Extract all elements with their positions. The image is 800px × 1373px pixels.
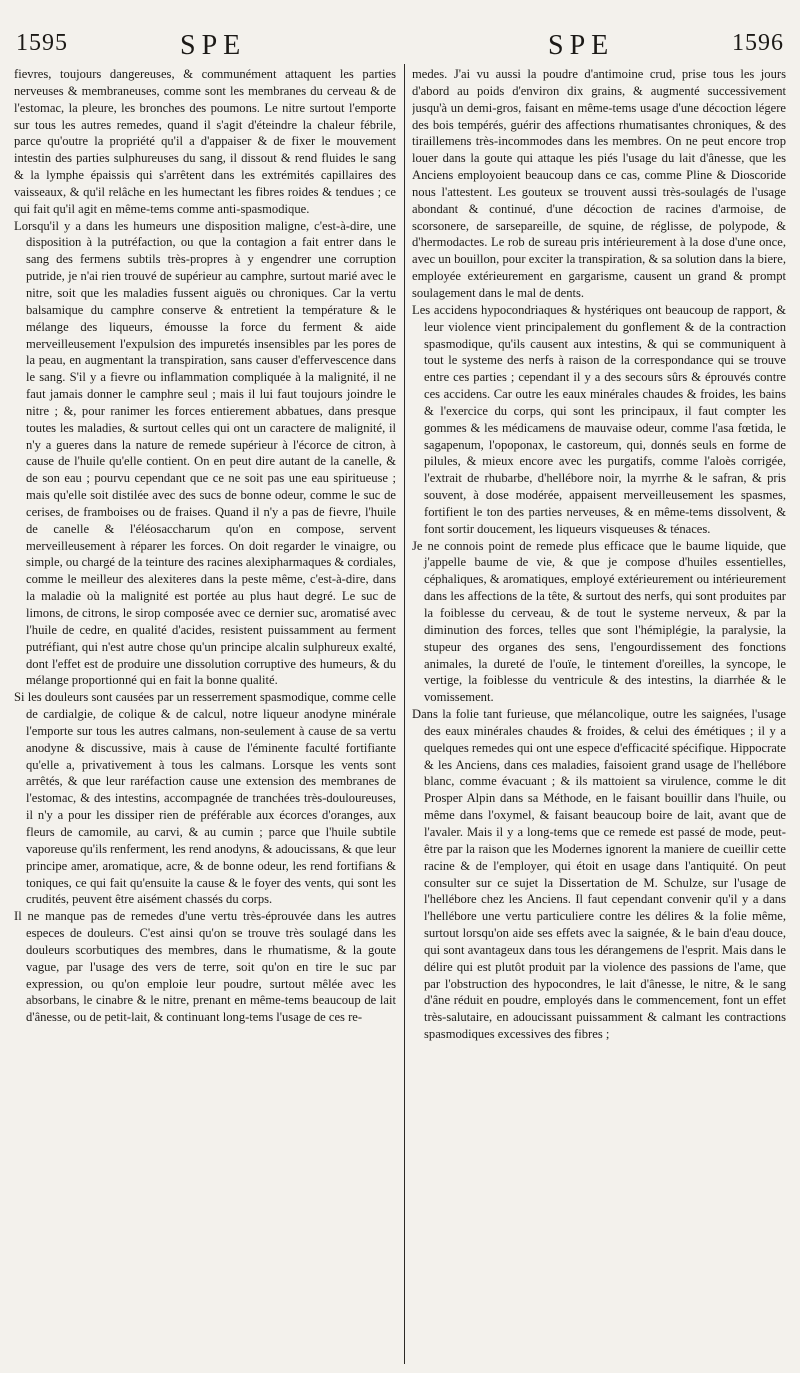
right-page-number: 1596 bbox=[732, 30, 784, 56]
paragraph: Dans la folie tant furieuse, que mélancolique, outre les saignées, l'usage des eaux minérales chaudes & froides, & celui des émétiques ; il y a quelques remedes qui ont une espece d'efficacité spécifique. Hippocrate & les Anciens, dans ces maladies, faisoient grand usage de l'hellébore blanc, comme évacuant ; & ils mattoient sa virulence, comme le dit Prosper Alpin dans sa Méthode, en le faisant bouillir dans l'huile, ou même dans l'oxymel, & faisant beaucoup boire de lait, avant que de l'avaler. Mais il y a long-tems que ce remede est passé de mode, peut-être par la raison que les Modernes ignorent la maniere de cueillir cette racine & de l'employer, qui étoit en usage dans l'antiquité. On peut consulter sur ce sujet la Dissertation de M. Schulze, sur l'usage de l'hellébore chez les Anciens. Il faut cependant convenir qu'il y a dans l'hellébore une vertu particuliere contre les délires & la folie même, surtout lorsqu'on aide ses effets avec la saignée, & le bain d'eau douce, qui sont avantageux dans tous les dérangemens de l'esprit. Mais dans le délire qui est plutôt produit par la violence des passions de l'ame, que par l'obstruction des hypocondres, le lait d'ânesse, le nitre, & le sang d'âne réduit en poudre, employés dans le commencement, font un effet très-salutaire, en adoucissant puissamment & calmant les contractions spasmodiques excessives des fibres ; bbox=[412, 707, 786, 1042]
paragraph: Il ne manque pas de remedes d'une vertu très-éprouvée dans les autres especes de douleurs. C'est ainsi qu'on se trouve très soulagé dans les douleurs scorbutiques des membres, dans le rhumatisme, & la goute vague, par l'usage des vers de terre, soit qu'on en tire le suc par expression, ou qu'on emploie leur poudre, surtout mêlée avec les absorbans, le cinabre & le nitre, prenant en même-tems beaucoup de lait d'ânesse, ou de petit-lait, & continuant long-tems l'usage de ces re- bbox=[14, 909, 396, 1025]
paragraph: medes. J'ai vu aussi la poudre d'antimoine crud, prise tous les jours d'abord au poids d'environ dix grains, & augmenté successivement jusqu'à un demi-gros, faisant en même-tems usage d'une décoction légere des bois tempérés, guérir des affections rhumatisantes chroniques, & des tiraillemens très-incommodes dans les membres. On ne peut encore trop louer dans la goute qui attaque les piés l'usage du lait d'ânesse, que les Anciens employoient beaucoup dans ce cas, comme Pline & Dioscoride nous l'attestent. Les gouteux se trouvent aussi très-soulagés de l'usage abondant & continué, d'une décoction de racines d'armoise, de scorsonere, de sarsepareille, de squine, de réglisse, de polypode, & d'hermodactes. Le rob de sureau pris intérieurement à la dose d'une once, avec un bouillon, pour exciter la transpiration, & sa solution dans la biere, employée extérieurement en gargarisme, causent un grand & prompt soulagement dans le mal de dents. bbox=[412, 67, 786, 300]
paragraph: fievres, toujours dangereuses, & communément attaquent les parties nerveuses & membraneuses, comme sont les membranes du cerveau & de l'estomac, la pleure, les bronches des poumons. Le nitre surtout l'emporte sur tous les autres remedes, quand il s'agit d'éteindre la chaleur fébrile, parce qu'outre la propriété qu'il a d'appaiser & de fixer le mouvement intestin des parties sulphureuses du sang, il dissout & rend fluides le sang & la lymphe épaissis qui s'arrêtent dans les extrémités capillaires des vaisseaux, & qu'il relâche en les humectant les fibres roides & tendues ; ce qui fait qu'il agit en même-tems comme anti-spasmodique. bbox=[14, 67, 396, 216]
left-page-number: 1595 bbox=[16, 30, 68, 56]
left-running-head: SPE bbox=[180, 30, 247, 61]
left-column bbox=[14, 66, 396, 1366]
right-column bbox=[412, 66, 786, 1366]
paragraph: Les accidens hypocondriaques & hystériques ont beaucoup de rapport, & leur violence vient principalement du gonflement & de la contraction spasmodique, qu'ils causent aux intestins, & qui se communiquent à tout le systeme des nerfs à raison de la correspondance qui se trouve entre ces parties ; cependant il y a des secours sûrs & éprouvés contre ces accidens. Car outre les eaux minérales chaudes & froides, les bains & l'exercice du corps, qui sont les principaux, il faut compter les gommes & les médicamens de mauvaise odeur, comme l'asa fœtida, le sagapenum, l'opoponax, le castoreum, qui, donnés seuls en forme de pilules, & mieux encore avec les purgatifs, comme l'aloès corrigée, l'extrait de rhubarbe, d'hellébore noir, la myrrhe & le safran, & pris souvent, à dose modérée, appaisent merveilleusement les spasmes, fortifient le ton des parties nerveuses, & en même-tems dissolvent, & font sortir doucement, les liqueurs visqueuses & ténaces. bbox=[412, 302, 786, 536]
paragraph: Lorsqu'il y a dans les humeurs une disposition maligne, c'est-à-dire, une disposition à la putréfaction, ou que la contagion a fait entrer dans le sang des fermens subtils très-propres à y engendrer une corruption putride, je n'ai rien trouvé de supérieur au camphre, surtout marié avec le nitre, soit que les maladies fussent aiguës ou chroniques. Car la vertu balsamique du camphre conserve & entretient la température & le mélange des liqueurs, émousse la force du ferment & aide merveilleusement l'expulsion des impuretés insensibles par les pores de la peau, en augmentant la transpiration, sans causer d'effervescence dans le sang. S'il y a fievre ou inflammation compliquée à la malignité, il ne faut jamais donner le camphre seul ; mais il lui faut toujours joindre le nitre ; &, pour ranimer les forces entierement abbatues, dans presque toutes les maladies, & surtout celles qui ont un caractere de malignité, il n'y a gueres dans la nature de remede supérieur à l'écorce de citron, à cause de l'huile qu'elle contient. On en peut dire autant de la canelle, & de son eau ; pourvu cependant que ce ne soit pas une eau spiritueuse ; mais qu'elle soit distilée avec des sucs de bonne odeur, comme le suc de cerises, de framboises ou de fraises. Quand il n'y a pas de fievre, l'huile de canelle & l'éléosaccharum qu'on en compose, servent merveilleusement à réparer les forces. On doit regarder le vinaigre, ou simple, ou chargé de la teinture des racines alexipharmaques & cordiales, comme le meilleur des alexiteres dans la peste même, c'est-à-dire, dans la maladie où la malignité est portée au plus haut degré. Le suc de limons, de citrons, le sirop composée avec ce dernier suc, aromatisé avec l'huile de cedre, en qualité d'acides, resistent puissamment au ferment putréfiant, qui n'est autre chose qu'un principe alcalin sulphureux exalté, dont l'effet est de produire une dissolution corruptive des humeurs, & du mélange proportionné qui en fait la bonne qualité. bbox=[14, 218, 396, 688]
column-divider bbox=[404, 64, 405, 1364]
right-running-head: SPE bbox=[548, 30, 615, 61]
paragraph: Je ne connois point de remede plus efficace que le baume liquide, que j'appelle baume de vie, & que je compose d'huiles essentielles, céphaliques, & aromatiques, employé extérieurement ou intérieurement dans les affections de la tête, & surtout des nerfs, qui sont produites par la foiblesse du cerveau, & de tout le systeme nerveux, & par la diminution des forces, telles que sont l'hémiplégie, la paralysie, la stupeur des organes des sens, l'engourdissement des fonctions animales, la dureté de l'ouïe, le tintement d'oreilles, la syncope, le vertige, la foiblesse du ventricule & des intestins, la diarrhée & le vomissement. bbox=[412, 538, 786, 705]
paragraph: Si les douleurs sont causées par un resserrement spasmodique, comme celle de cardialgie, de colique & de calcul, notre liqueur anodyne minérale l'emporte sur tous les autres calmans, non-seulement à cause de sa vertu anodyne & discussive, mais à cause de l'éminente faculté fortifiante qu'elle a, privativement à tous les calmans. Lorsque les vents sont arrêtés, & que leur raréfaction cause une extension des membranes de l'estomac, & des intestins, accompagnée de tranchées très-douloureuses, il n'y a pour les dissiper rien de préférable aux écorces d'oranges, aux fleurs de camomile, au carvi, & au cumin ; parce que l'huile subtile vaporeuse qu'ils renferment, les rend anodyns, & adoucissans, & que leur principe amer, aromatique, acre, & de bonne odeur, les rend fortifians & toniques, ce qui fait qu'ensuite la cause & le foyer des vents, qui sont les crudités, peuvent être aisément chassés du corps. bbox=[14, 690, 396, 907]
page-header bbox=[0, 30, 800, 70]
